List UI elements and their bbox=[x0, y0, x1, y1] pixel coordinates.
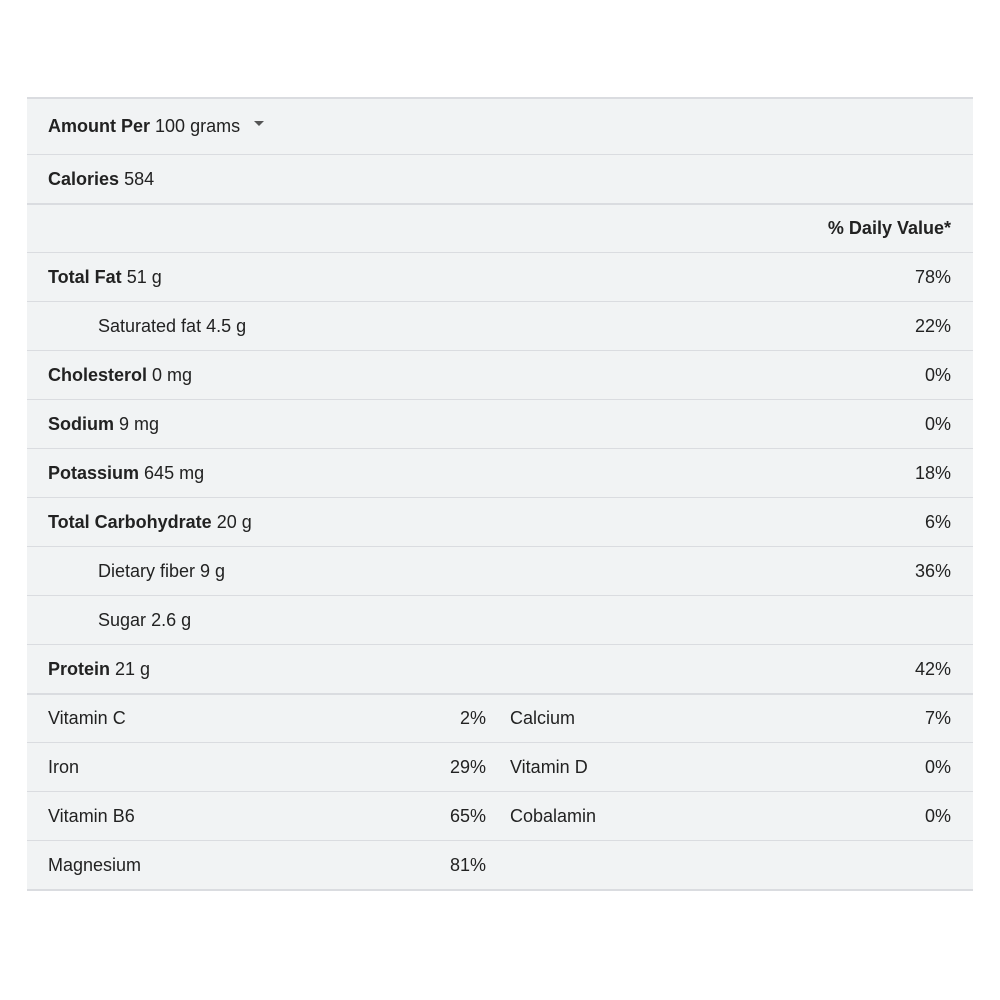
nutrient-label: Protein bbox=[48, 658, 111, 679]
nutrient-row-total-fat bbox=[27, 252, 973, 301]
vitamin-name: Magnesium bbox=[48, 854, 142, 875]
nutrient-amount: 4.5 g bbox=[206, 315, 247, 336]
nutrient-label: Dietary fiber bbox=[98, 560, 196, 581]
serving-size-value: 100 grams bbox=[155, 116, 241, 136]
nutrient-label: Cholesterol bbox=[48, 364, 148, 385]
nutrient-daily-value: 36% bbox=[914, 560, 951, 581]
nutrient-row-total-carbohydrate bbox=[27, 497, 973, 546]
nutrient-amount: 51 g bbox=[126, 266, 162, 287]
nutrient-amount: 645 mg bbox=[144, 462, 205, 483]
nutrient-daily-value: 18% bbox=[914, 462, 951, 483]
vitamin-value: 0% bbox=[924, 805, 951, 826]
vitamin-name: Vitamin B6 bbox=[48, 805, 135, 826]
nutrient-row-saturated-fat bbox=[27, 301, 973, 350]
calories-row bbox=[27, 154, 973, 203]
nutrient-row-potassium bbox=[27, 448, 973, 497]
calories-label: Calories bbox=[48, 168, 120, 189]
nutrient-row-protein bbox=[27, 644, 973, 693]
vitamin-value: 81% bbox=[449, 854, 486, 875]
vitamin-value: 2% bbox=[459, 708, 486, 728]
nutrient-amount: 9 mg bbox=[119, 413, 160, 434]
vitamin-value: 65% bbox=[449, 805, 486, 826]
nutrient-label: Potassium bbox=[48, 462, 140, 483]
nutrient-row-sugar bbox=[27, 595, 973, 644]
nutrient-daily-value: 22% bbox=[914, 315, 951, 336]
nutrient-amount: 9 g bbox=[200, 560, 226, 581]
nutrient-daily-value: 6% bbox=[924, 511, 951, 532]
vitamin-value: 29% bbox=[449, 756, 486, 777]
serving-size-row bbox=[27, 99, 973, 154]
vitamin-value: 7% bbox=[924, 708, 951, 728]
nutrient-amount: 20 g bbox=[216, 511, 252, 532]
daily-value-header-row bbox=[27, 203, 973, 252]
nutrient-daily-value: 78% bbox=[914, 266, 951, 287]
vitamin-name: Iron bbox=[48, 756, 80, 777]
nutrient-label: Sugar bbox=[98, 609, 147, 630]
nutrient-daily-value: 42% bbox=[914, 658, 951, 679]
nutrient-label: Total Carbohydrate bbox=[48, 511, 212, 532]
calories-value: 584 bbox=[124, 168, 155, 189]
nutrient-row-cholesterol bbox=[27, 350, 973, 399]
daily-value-header: % Daily Value* bbox=[827, 218, 951, 238]
vitamin-row bbox=[27, 742, 973, 791]
vitamin-name: Calcium bbox=[510, 708, 576, 728]
nutrient-amount: 2.6 g bbox=[151, 609, 192, 630]
nutrient-amount: 21 g bbox=[115, 658, 151, 679]
nutrient-label: Sodium bbox=[48, 413, 114, 434]
nutrient-daily-value: 0% bbox=[924, 364, 951, 385]
amount-per-label: Amount Per bbox=[48, 116, 151, 136]
vitamin-name: Cobalamin bbox=[510, 805, 597, 826]
vitamin-row bbox=[27, 840, 973, 889]
serving-size-dropdown[interactable] bbox=[155, 116, 264, 137]
vitamin-value: 0% bbox=[924, 756, 951, 777]
nutrient-row-sodium bbox=[27, 399, 973, 448]
vitamin-name: Vitamin D bbox=[510, 756, 588, 777]
vitamin-row bbox=[27, 791, 973, 840]
nutrient-amount: 0 mg bbox=[152, 364, 193, 385]
vitamin-row bbox=[27, 693, 973, 742]
nutrient-label: Total Fat bbox=[48, 266, 122, 287]
nutrient-row-dietary-fiber bbox=[27, 546, 973, 595]
chevron-down-icon[interactable] bbox=[254, 121, 264, 126]
nutrition-facts-panel bbox=[27, 97, 973, 891]
nutrient-daily-value: 0% bbox=[924, 413, 951, 434]
vitamin-name: Vitamin C bbox=[48, 708, 126, 728]
nutrient-label: Saturated fat bbox=[98, 315, 202, 336]
